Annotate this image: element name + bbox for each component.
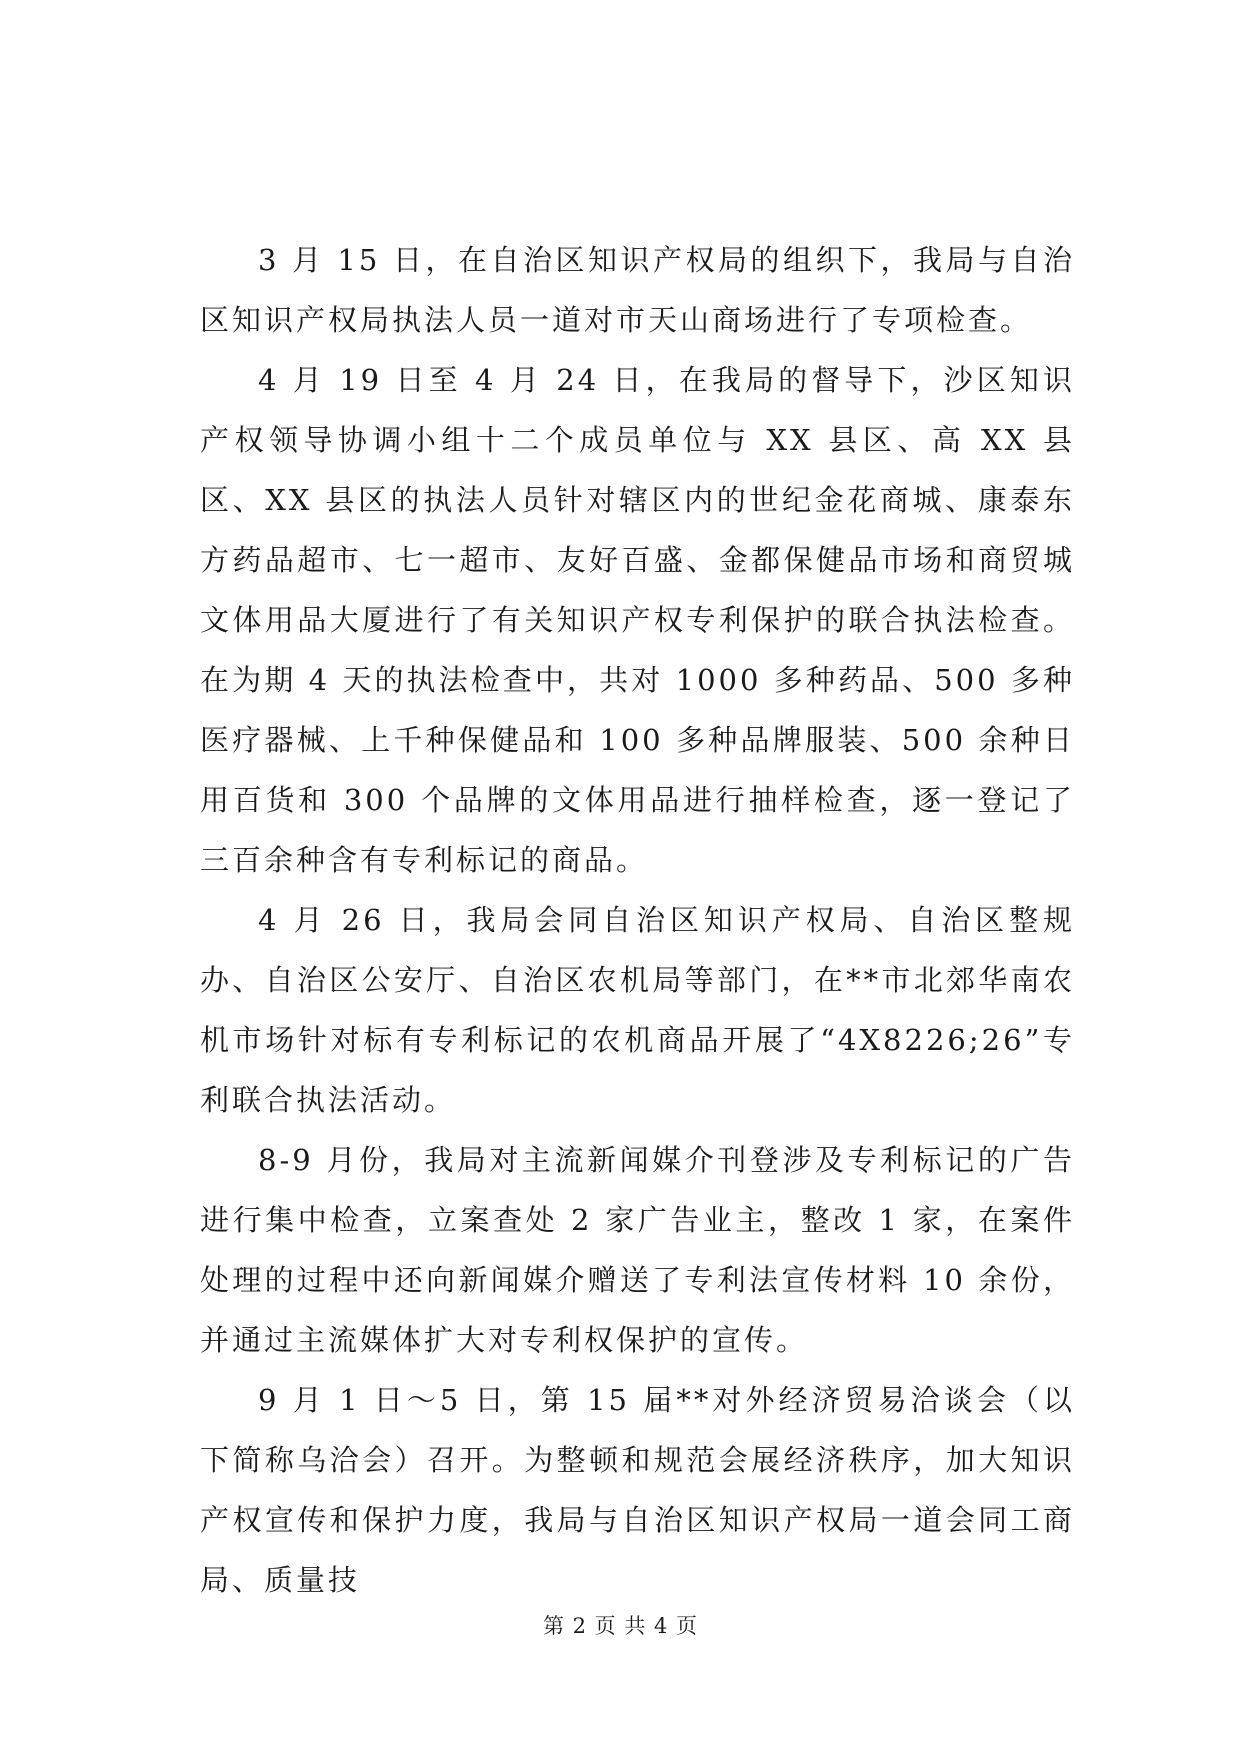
paragraph-aug-sep: 8-9 月份，我局对主流新闻媒介刊登涉及专利标记的广告进行集中检查，立案查处 2 家广告业主，整改 1 家，在案件处理的过程中还向新闻媒介赠送了专利法宣传材料 10 余份，并通过主流媒体扩大对专利权保护的宣传。	[200, 1143, 1075, 1357]
document-body	[200, 230, 1075, 1610]
paragraph-sep-1-5: 9 月 1 日～5 日，第 15 届**对外经济贸易洽谈会（以下简称乌洽会）召开。为整顿和规范会展经济秩序，加大知识产权宣传和保护力度，我局与自治区知识产权局一道会同工商局、质量技	[200, 1383, 1075, 1597]
paragraph-march-15: 3 月 15 日，在自治区知识产权局的组织下，我局与自治区知识产权局执法人员一道对市天山商场进行了专项检查。	[200, 243, 1075, 337]
paragraph-april-19-24: 4 月 19 日至 4 月 24 日，在我局的督导下，沙区知识产权领导协调小组十二个成员单位与 XX 县区、高 XX 县区、XX 县区的执法人员针对辖区内的世纪金花商城、康泰东方药品超市、七一超市、友好百盛、金都保健品市场和商贸城文体用品大厦进行了有关知识产权专利保护的联合执法检查。在为期 4 天的执法检查中，共对 1000 多种药品、500 多种医疗器械、上千种保健品和 100 多种品牌服装、500 余种日用百货和 300 个品牌的文体用品进行抽样检查，逐一登记了三百余种含有专利标记的商品。	[200, 363, 1075, 877]
paragraph-april-26: 4 月 26 日，我局会同自治区知识产权局、自治区整规办、自治区公安厅、自治区农机局等部门，在**市北郊华南农机市场针对标有专利标记的农机商品开展了“4X8226;26”专利联合执法活动。	[200, 903, 1075, 1117]
page-number-footer: 第 2 页 共 4 页	[542, 1614, 699, 1638]
